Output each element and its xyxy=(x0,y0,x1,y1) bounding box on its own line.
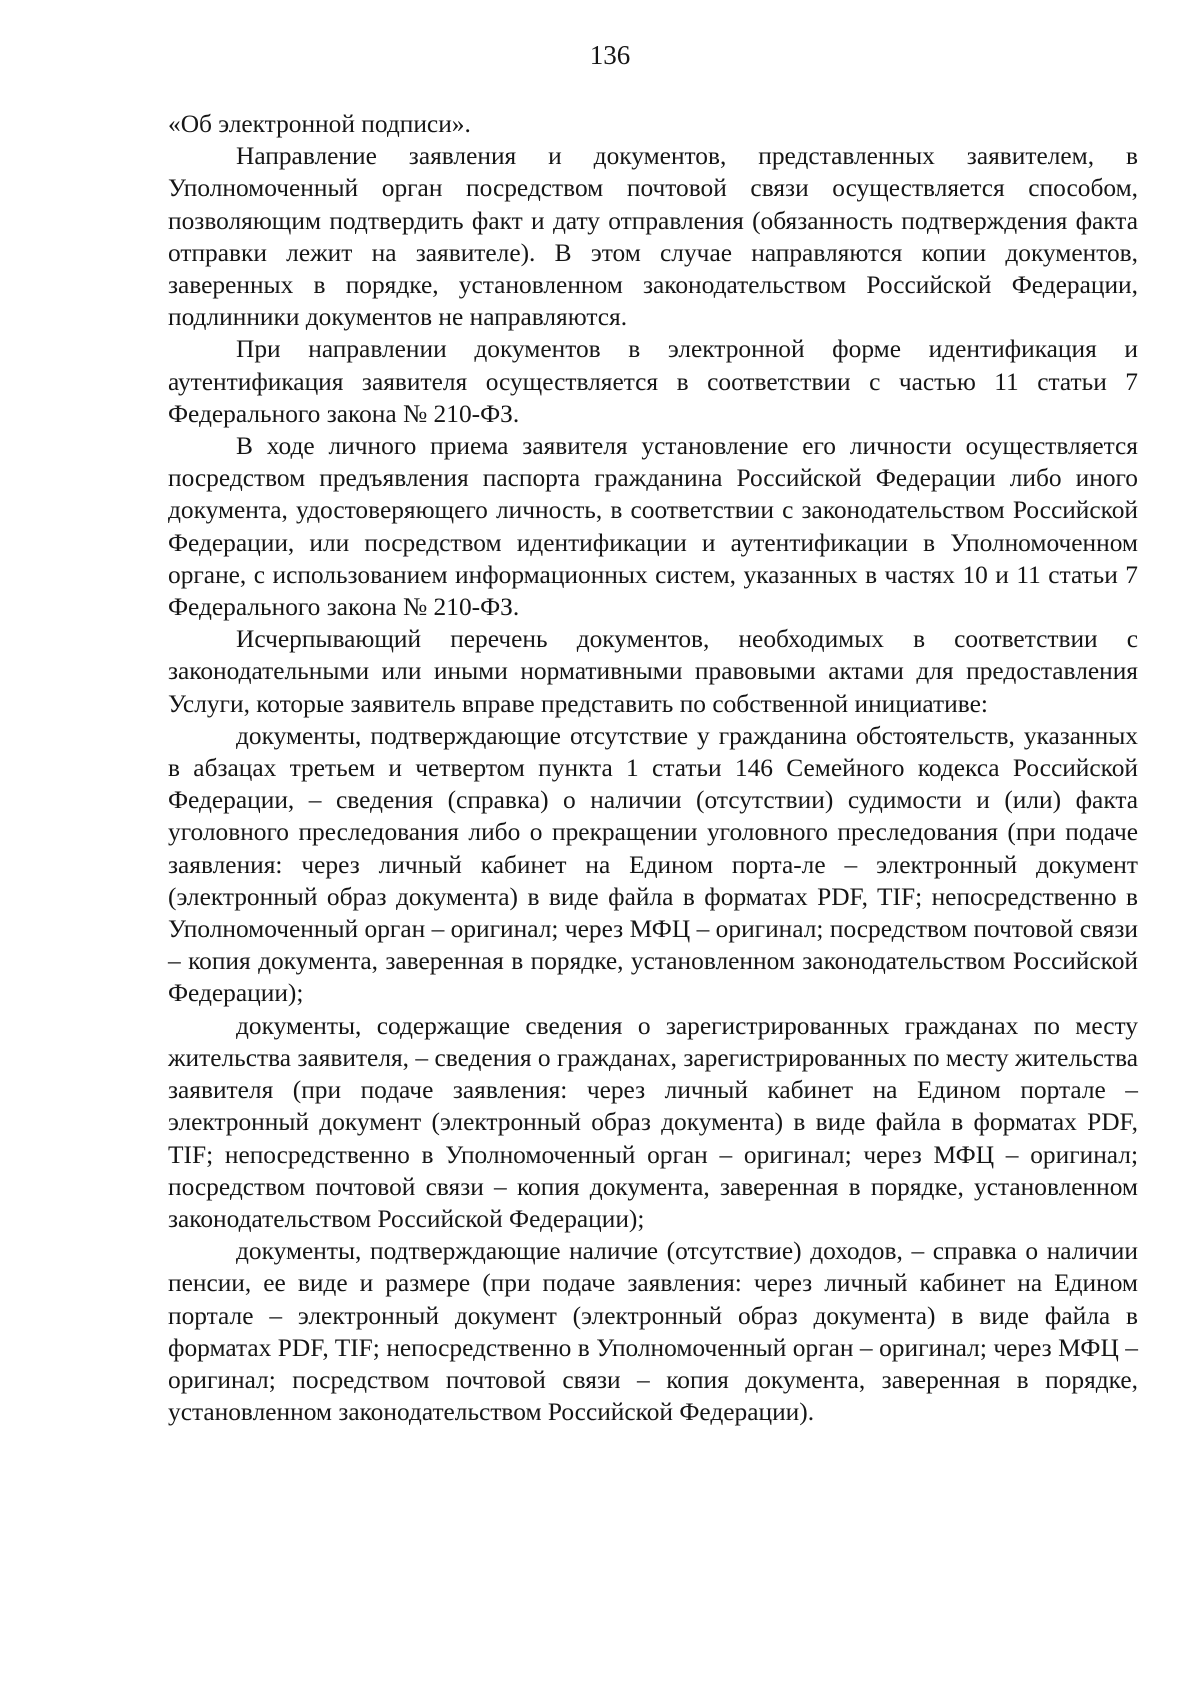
paragraph-registered-citizens-documents: документы, содержащие сведения о зарегистрированных гражданах по месту жительства заявителя, – сведения о гражданах, зарегистрированных по месту жительства заявителя (при подаче заявления: через личный кабинет на Едином портале – электронный документ (электронный образ документа) в виде файла в форматах PDF, TIF; непосредственно в Уполномоченный орган – оригинал; через МФЦ – оригинал; посредством почтовой связи – копия документа, заверенная в порядке, установленном законодательством Российской Федерации); xyxy=(168,1011,1138,1233)
paragraph-income-documents: документы, подтверждающие наличие (отсутствие) доходов, – справка о наличии пенсии, ее виде и размере (при подаче заявления: через личный кабинет на Едином портале – электронный документ (электронный образ документа) в виде файла в форматах PDF, TIF; непосредственно в Уполномоченный орган – оригинал; через МФЦ – оригинал; посредством почтовой связи – копия документа, заверенная в порядке, установленном законодательством Российской Федерации). xyxy=(168,1237,1138,1427)
paragraph-criminal-record-documents: документы, подтверждающие отсутствие у гражданина обстоятельств, указанных в абзацах третьем и четвертом пункта 1 статьи 146 Семейного кодекса Российской Федерации, – сведения (справка) о наличии (отсутствии) судимости и (или) факта уголовного преследования либо о прекращении уголовного преследования (при подаче заявления: через личный кабинет на Едином порта-ле – электронный документ (электронный образ документа) в виде файла в форматах PDF, TIF; непосредственно в Уполномоченный орган – оригинал; через МФЦ – оригинал; посредством почтовой связи – копия документа, заверенная в порядке, установленном законодательством Российской Федерации); xyxy=(168,721,1138,1008)
paragraph-documents-list-intro: Исчерпывающий перечень документов, необходимых в соответствии с законодательными или иными нормативными правовыми актами для предоставления Услуги, которые заявитель вправе представить по собственной инициативе: xyxy=(168,625,1138,718)
page-number: 136 xyxy=(589,40,631,70)
paragraph-postal-submission: Направление заявления и документов, представленных заявителем, в Уполномоченный орган посредством почтовой связи осуществляется способом, позволяющим подтвердить факт и дату отправления (обязанность подтверждения факта отправки лежит на заявителе). В этом случае направляются копии документов, заверенных в порядке, установленном законодательством Российской Федерации, подлинники документов не направляются. xyxy=(168,142,1138,332)
document-body xyxy=(168,108,1138,1428)
paragraph-personal-reception: В ходе личного приема заявителя установление его личности осуществляется посредством предъявления паспорта гражданина Российской Федерации либо иного документа, удостоверяющего личность, в соответствии с законодательством Российской Федерации, или посредством идентификации и аутентификации в Уполномоченном органе, с использованием информационных систем, указанных в частях 10 и 11 статьи 7 Федерального закона № 210-ФЗ. xyxy=(168,432,1138,622)
paragraph-electronic-identification: При направлении документов в электронной форме идентификация и аутентификация заявителя осуществляется в соответствии с частью 11 статьи 7 Федерального закона № 210-ФЗ. xyxy=(168,335,1138,428)
paragraph-continuation: «Об электронной подписи». xyxy=(168,110,471,138)
